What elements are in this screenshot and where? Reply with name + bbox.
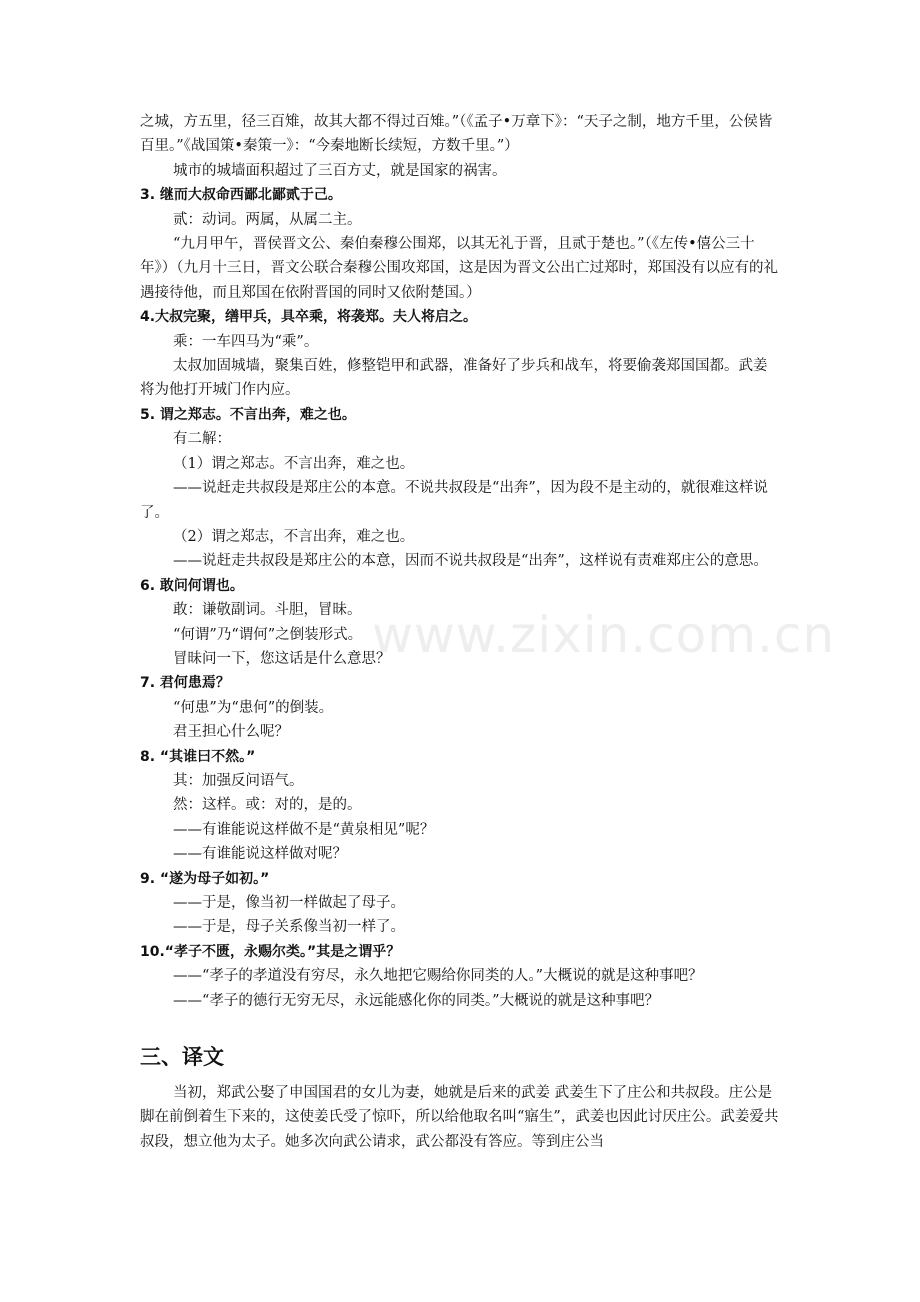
paragraph: 城市的城墙面积超过了三百方丈，就是国家的祸害。 bbox=[173, 162, 507, 179]
item-heading: 5. 谓之郑志。不言出奔，难之也。 bbox=[140, 406, 356, 423]
watermark: www.zixin.com.cn bbox=[372, 606, 836, 664]
paragraph: 有二解： bbox=[173, 431, 231, 448]
paragraph: 贰：动词。两属，从属二主。 bbox=[173, 211, 362, 228]
item-heading: 4.大叔完聚，缮甲兵，具卒乘，将袭郑。夫人将启之。 bbox=[140, 309, 478, 326]
paragraph: 其：加强反问语气。 bbox=[173, 772, 304, 789]
item-heading: 9. “遂为母子如初。” bbox=[140, 870, 270, 887]
paragraph: 君王担心什么呢？ bbox=[173, 724, 289, 741]
paragraph: ——说赶走共叔段是郑庄公的本意。不说共叔段是“出奔”，因为段不是主动的，就很难这样说了。 bbox=[140, 480, 768, 521]
paragraph: （1）谓之郑志。不言出奔，难之也。 bbox=[173, 455, 415, 472]
item-heading: 10.“孝子不匮，永赐尔类。”其是之谓乎？ bbox=[140, 943, 401, 960]
paragraph: “九月甲午，晋侯晋文公、秦伯秦穆公围郑，以其无礼于晋，且贰于楚也。”（《左传•僖公三十年》）（九月十三日，晋文公联合秦穆公围攻郑国，这是因为晋文公出亡过郑时，郑国没有以应有的礼遇接待他，而且郑国在依附晋国的同时又依附楚国。） bbox=[140, 236, 778, 301]
paragraph: 然：这样。或：对的，是的。 bbox=[173, 797, 362, 814]
item-heading: 7. 君何患焉？ bbox=[140, 675, 230, 692]
paragraph: ——“孝子的孝道没有穷尽，永久地把它赐给你同类的人。”大概说的就是这种事吧？ bbox=[173, 968, 703, 985]
paragraph: ——有谁能说这样做不是“黄泉相见”呢？ bbox=[173, 821, 435, 838]
paragraph: ——说赶走共叔段是郑庄公的本意，因而不说共叔段是“出奔”，这样说有责难郑庄公的意思。 bbox=[173, 553, 768, 570]
paragraph: （2）谓之郑志，不言出奔，难之也。 bbox=[173, 528, 415, 545]
paragraph: ——有谁能说这样做对呢？ bbox=[173, 846, 347, 863]
item-heading: 8. “其谁曰不然。” bbox=[140, 748, 256, 765]
paragraph: “何患”为“患何”的倒装。 bbox=[173, 699, 334, 716]
paragraph: 敢：谦敬副词。斗胆，冒昧。 bbox=[173, 602, 362, 619]
paragraph: 乘：一车四马为“乘”。 bbox=[173, 333, 319, 350]
item-heading: 3. 继而大叔命西鄙北鄙贰于己。 bbox=[140, 187, 342, 204]
paragraph: 当初，郑武公娶了申国国君的女儿为妻，她就是后来的武姜 武姜生下了庄公和共叔段。庄公是脚在前倒着生下来的，这使姜氏受了惊吓，所以给他取名叫“寤生”，武姜也因此讨厌庄公。武姜爱共叔段，想立他为太子。她多次向武公请求，武公都没有答应。等到庄公当 bbox=[140, 1085, 779, 1150]
item-heading: 6. 敢问何谓也。 bbox=[140, 577, 244, 594]
paragraph: ——于是，像当初一样做起了母子。 bbox=[173, 895, 405, 911]
paragraph: ——“孝子的德行无穷无尽，永远能感化你的同类。”大概说的就是这种事吧？ bbox=[173, 992, 660, 1009]
section-heading: 三、译文 bbox=[140, 1045, 224, 1070]
paragraph: ——于是，母子关系像当初一样了。 bbox=[173, 919, 405, 936]
paragraph: 之城，方五里，径三百雉，故其大都不得过百雉。”（《孟子•万章下》：“天子之制，地方千里，公侯皆百里。”《战国策•秦策一》：“今秦地断长续短，方数千里。”） bbox=[140, 114, 773, 155]
paragraph: “何谓”乃“谓何”之倒装形式。 bbox=[173, 626, 363, 643]
paragraph: 太叔加固城墙，聚集百姓，修整铠甲和武器，准备好了步兵和战车，将要偷袭郑国国都。武姜将为他打开城门作内应。 bbox=[140, 358, 768, 399]
paragraph: 冒昧问一下，您这话是什么意思？ bbox=[173, 650, 391, 667]
